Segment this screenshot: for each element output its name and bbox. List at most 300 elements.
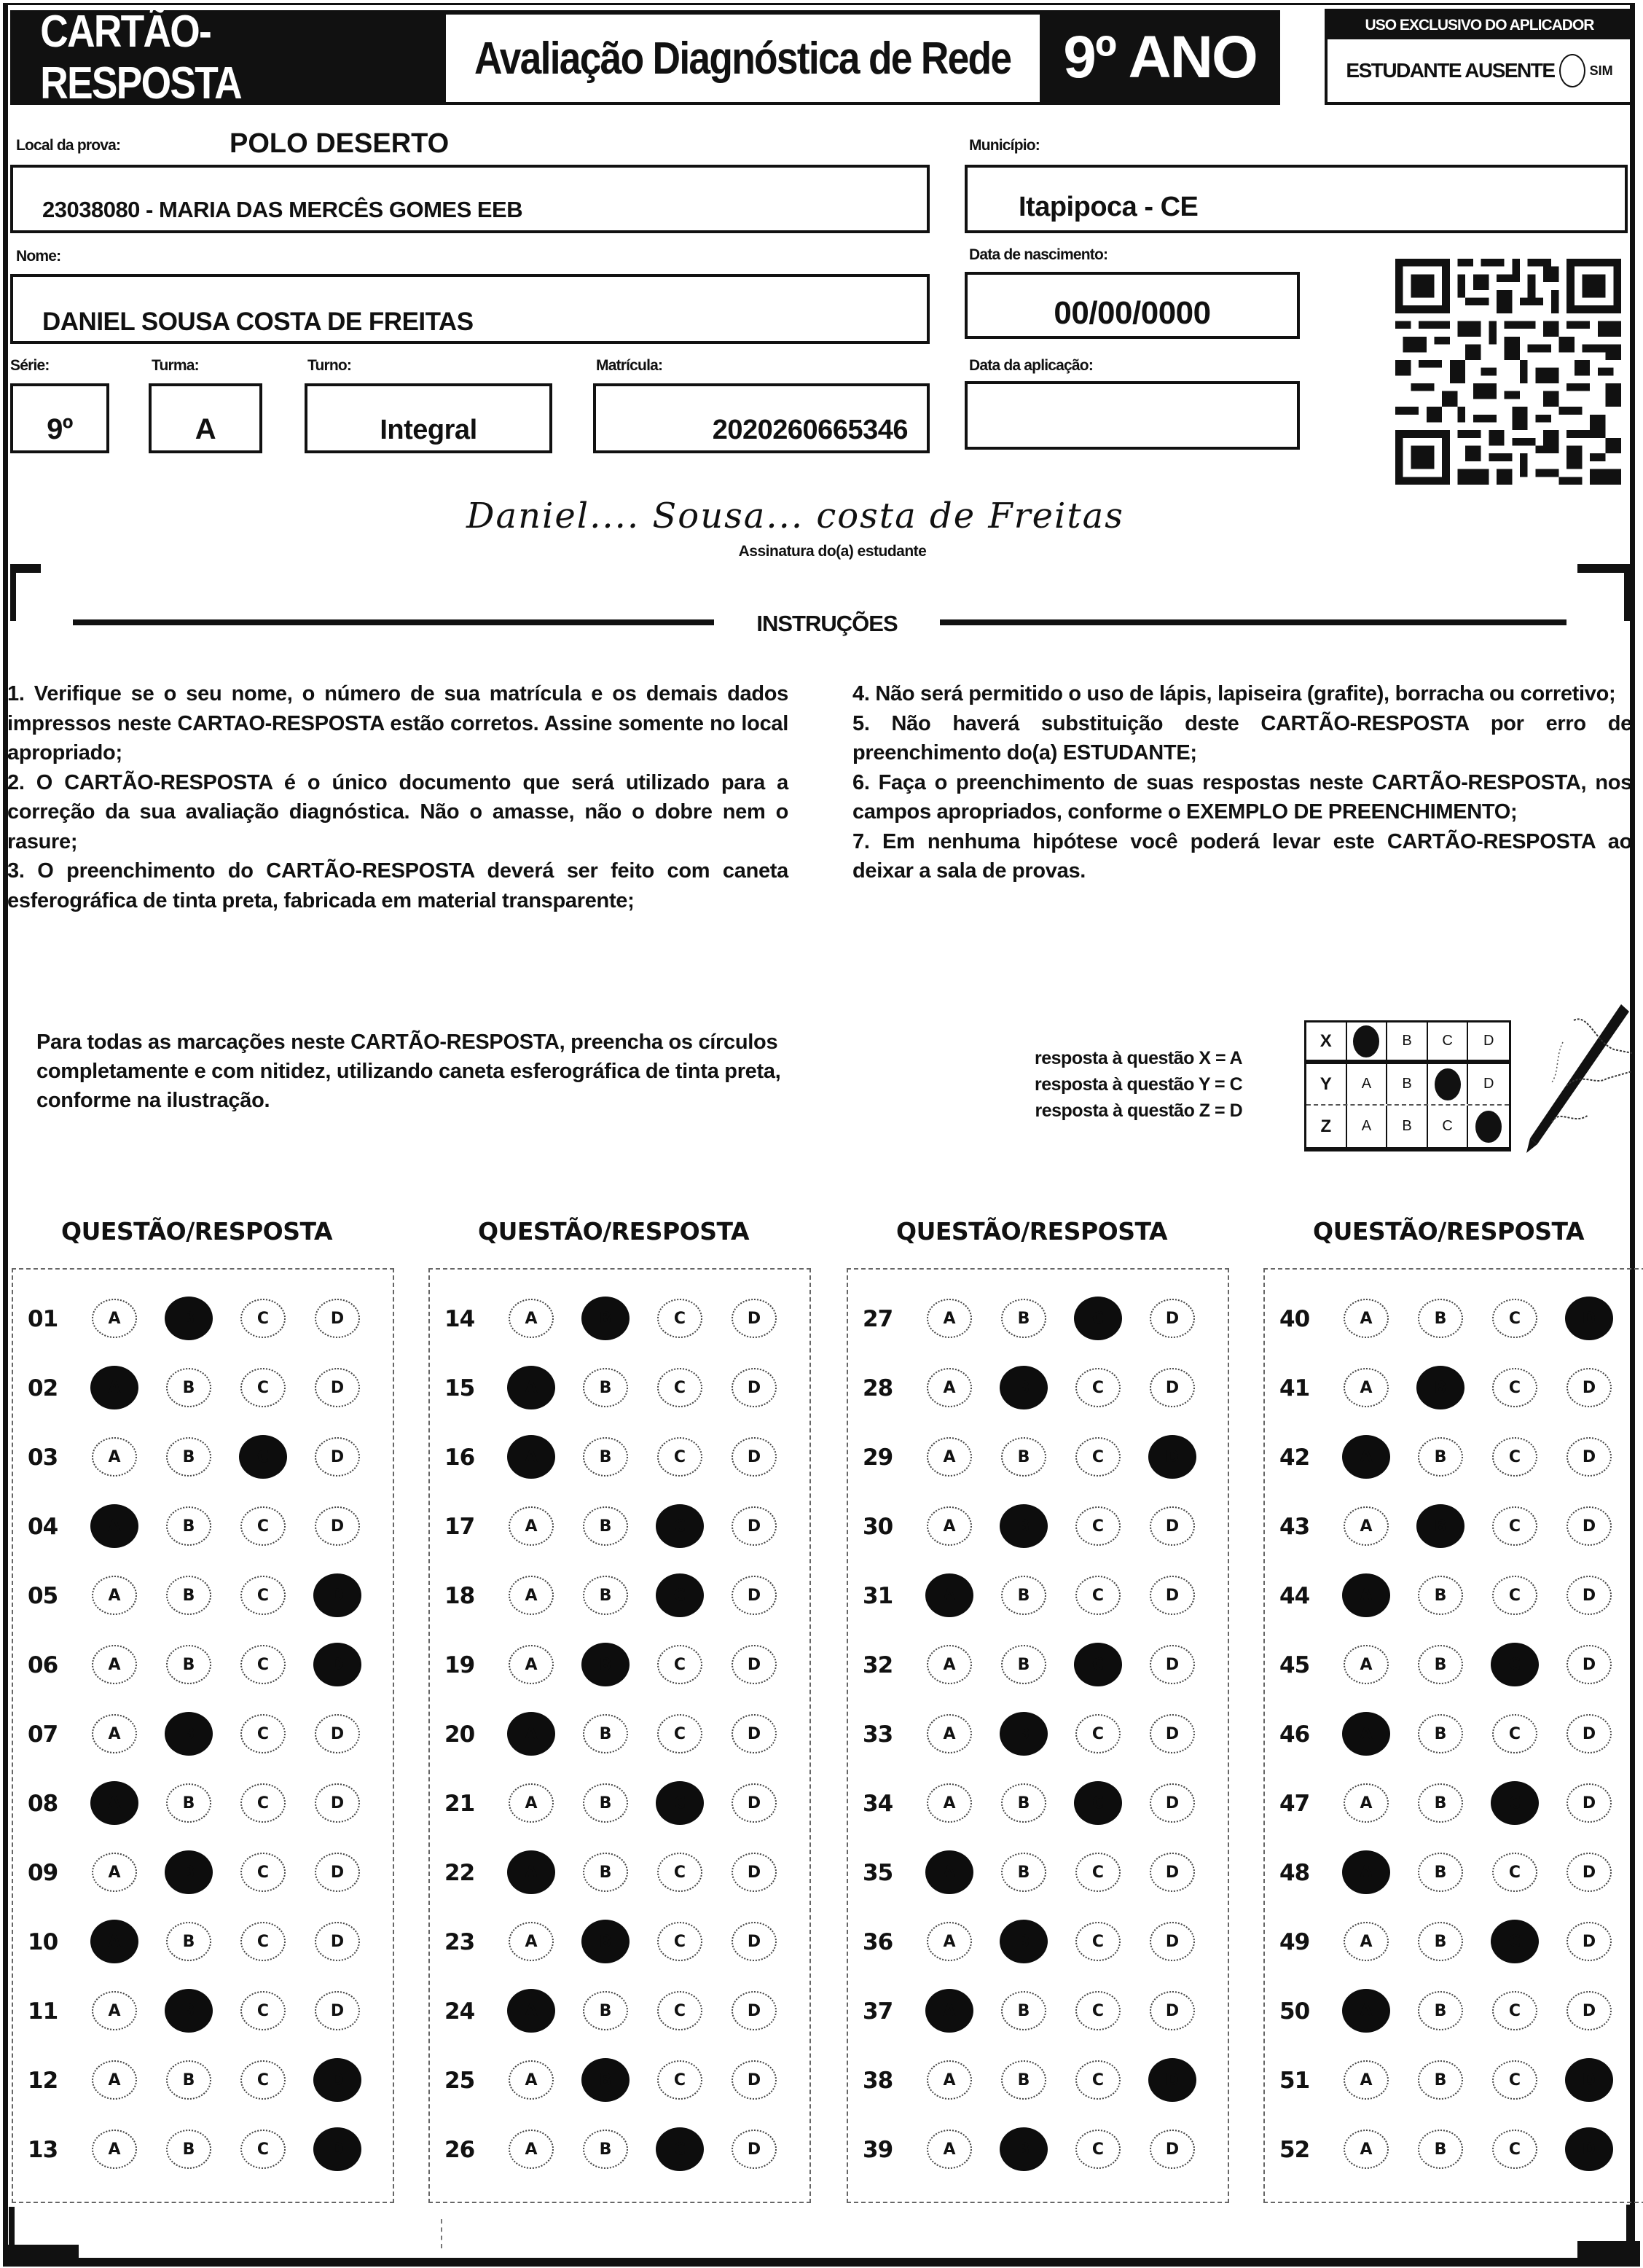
answer-bubble-d[interactable]: D — [732, 1853, 777, 1892]
answer-bubble-b[interactable]: B — [1000, 2127, 1048, 2171]
answer-bubble-c[interactable]: C — [240, 1299, 286, 1338]
question-number: 09 — [28, 1860, 58, 1886]
example-row — [1306, 1022, 1509, 1064]
column-header: QUESTÃO/RESPOSTA — [478, 1217, 749, 1246]
answer-bubble-a[interactable]: A — [507, 1712, 555, 1756]
answer-bubble-b[interactable]: B — [1418, 1437, 1463, 1477]
answer-bubble-b[interactable]: B — [166, 1506, 211, 1546]
answer-bubble-a[interactable]: A — [1344, 1506, 1389, 1546]
answer-bubble-c[interactable]: C — [1075, 1506, 1121, 1546]
answer-bubble-a[interactable]: A — [92, 2060, 137, 2100]
answer-bubble-c[interactable]: C — [1492, 1506, 1537, 1546]
answer-bubble-c[interactable]: C — [240, 1783, 286, 1823]
answer-bubble-d[interactable]: D — [732, 1506, 777, 1546]
signature-caption: Assinatura do(a) estudante — [738, 543, 927, 560]
answer-bubble-d[interactable]: D — [1566, 1506, 1612, 1546]
answer-bubble-d[interactable]: D — [732, 1299, 777, 1338]
question-row — [848, 1567, 1228, 1625]
answer-bubble-d[interactable]: D — [1148, 2058, 1196, 2102]
answer-bubble-d[interactable]: D — [1566, 1783, 1612, 1823]
answer-bubble-d[interactable]: D — [732, 1991, 777, 2030]
alignment-line-left — [9, 2207, 15, 2258]
answer-bubble-a[interactable]: A — [509, 2060, 554, 2100]
question-row — [848, 1290, 1228, 1348]
card-title: CARTÃO-RESPOSTA — [40, 7, 241, 109]
alignment-mark-bottom-left — [6, 2245, 79, 2262]
answer-bubble-b[interactable]: B — [1418, 1645, 1463, 1684]
bracket-top-right — [1577, 564, 1630, 573]
answer-bubble-c[interactable]: C — [1074, 1297, 1122, 1340]
answer-bubble-b[interactable]: B — [583, 1576, 628, 1615]
question-row — [848, 1775, 1228, 1833]
answer-bubble-b[interactable]: B — [583, 1714, 628, 1753]
answer-bubble-b[interactable]: B — [1418, 1299, 1463, 1338]
answer-bubble-b[interactable]: B — [1418, 1783, 1463, 1823]
question-number: 45 — [1279, 1652, 1310, 1678]
answer-bubble-b[interactable]: B — [1001, 2060, 1046, 2100]
answer-bubble-c[interactable]: C — [1075, 1368, 1121, 1407]
question-number: 39 — [863, 2137, 893, 2163]
answer-bubble-d[interactable]: D — [1150, 1506, 1195, 1546]
turma-label: Turma: — [152, 357, 199, 374]
answer-bubble-c[interactable]: C — [656, 1781, 704, 1825]
question-number: 06 — [28, 1652, 58, 1678]
answer-bubble-c[interactable]: C — [657, 1368, 702, 1407]
answer-bubble-a[interactable]: A — [509, 1645, 554, 1684]
answer-bubble-c[interactable]: C — [657, 2060, 702, 2100]
answer-bubble-a[interactable]: A — [90, 1366, 138, 1409]
question-number: 52 — [1279, 2137, 1310, 2163]
question-number: 30 — [863, 1514, 893, 1540]
answer-bubble-c[interactable]: C — [1075, 1437, 1121, 1477]
answer-bubble-b[interactable]: B — [166, 2060, 211, 2100]
answer-bubble-a[interactable]: A — [92, 1853, 137, 1892]
answer-bubble-d[interactable]: D — [1150, 1299, 1195, 1338]
question-row — [13, 1705, 393, 1764]
municipio-value: Itapipoca - CE — [1019, 192, 1199, 222]
question-row — [430, 2121, 809, 2179]
answer-bubble-a[interactable]: A — [927, 1299, 972, 1338]
question-number: 51 — [1279, 2068, 1310, 2094]
answer-bubble-a[interactable]: A — [1344, 1783, 1389, 1823]
question-row — [13, 2121, 393, 2179]
question-row — [848, 1498, 1228, 1556]
answer-bubble-a[interactable]: A — [1344, 1922, 1389, 1961]
absent-field — [1328, 39, 1631, 102]
fill-instructions: Para todas as marcações neste CARTÃO-RESPOSTA, preencha os círculos completamente e com nitidez, utilizando caneta esferográfica de tinta preta, conforme na ilustração. — [36, 1031, 781, 1112]
answer-bubble-b[interactable]: B — [166, 1645, 211, 1684]
answer-bubble-c[interactable]: C — [240, 1853, 286, 1892]
question-number: 16 — [444, 1444, 475, 1471]
answer-bubble-b[interactable]: B — [1001, 1783, 1046, 1823]
answer-bubble-b[interactable]: B — [1418, 1576, 1463, 1615]
question-number: 13 — [28, 2137, 58, 2163]
answer-bubble-d[interactable]: D — [1150, 1576, 1195, 1615]
answer-bubble-d[interactable]: D — [315, 1368, 360, 1407]
answer-bubble-d[interactable]: D — [315, 1991, 360, 2030]
answer-bubble-c[interactable]: C — [657, 1645, 702, 1684]
question-number: 40 — [1279, 1306, 1310, 1332]
aplicacao-label: Data da aplicação: — [969, 357, 1094, 374]
instructions-title: INSTRUÇÕES — [756, 611, 898, 636]
answer-bubble-d[interactable]: D — [1150, 1714, 1195, 1753]
answer-bubble-d[interactable]: D — [315, 1922, 360, 1961]
answer-bubble-b[interactable]: B — [166, 1783, 211, 1823]
answer-bubble-b[interactable]: B — [165, 1989, 213, 2033]
absent-label: ESTUDANTE AUSENTE — [1346, 59, 1555, 82]
answer-bubble-a[interactable]: A — [509, 2130, 554, 2169]
question-number: 24 — [444, 1998, 475, 2025]
answer-bubble-c[interactable]: C — [1491, 1643, 1539, 1686]
exam-title: Avaliação Diagnóstica de Rede — [474, 33, 1011, 84]
answer-bubble-a[interactable]: A — [1342, 1850, 1390, 1894]
answer-bubble-a[interactable]: A — [92, 1991, 137, 2030]
question-row — [13, 1775, 393, 1833]
answer-bubble-a[interactable]: A — [927, 2060, 972, 2100]
answer-bubble-a[interactable]: A — [92, 1714, 137, 1753]
answer-bubble-c[interactable]: C — [1492, 2130, 1537, 2169]
answer-bubble-c[interactable]: C — [1492, 2060, 1537, 2100]
question-row — [430, 1982, 809, 2041]
answer-column — [847, 1268, 1229, 2203]
answer-bubble-a[interactable]: A — [1344, 1368, 1389, 1407]
nome-value: DANIEL SOUSA COSTA DE FREITAS — [42, 308, 474, 336]
serie-label: Série: — [10, 357, 50, 374]
answer-bubble-b[interactable]: B — [583, 1853, 628, 1892]
nascimento-field — [965, 272, 1300, 339]
matricula-value: 2020260665346 — [712, 415, 908, 445]
answer-bubble-d[interactable]: D — [313, 1643, 361, 1686]
answer-bubble-d[interactable]: D — [313, 2127, 361, 2171]
answer-bubble-c[interactable]: C — [240, 1714, 286, 1753]
answer-bubble-d[interactable]: D — [732, 1783, 777, 1823]
answer-bubble-c[interactable]: C — [239, 1435, 287, 1479]
aplicacao-field[interactable] — [965, 381, 1300, 450]
answer-bubble-a[interactable]: A — [927, 2130, 972, 2169]
answer-bubble-a[interactable]: A — [507, 1850, 555, 1894]
answer-bubble-c[interactable]: C — [240, 1368, 286, 1407]
answer-bubble-d[interactable]: D — [732, 2130, 777, 2169]
answer-bubble-c[interactable]: C — [240, 1922, 286, 1961]
answer-bubble-a[interactable]: A — [927, 1506, 972, 1546]
answer-bubble-b[interactable]: B — [583, 1783, 628, 1823]
answer-bubble-c[interactable]: C — [656, 2127, 704, 2171]
answer-bubble-a[interactable]: A — [927, 1783, 972, 1823]
answer-bubble-b[interactable]: B — [581, 1643, 630, 1686]
answer-bubble-d[interactable]: D — [1150, 1991, 1195, 2030]
answer-bubble-c[interactable]: C — [1492, 1368, 1537, 1407]
answer-bubble-b[interactable]: B — [166, 1368, 211, 1407]
answer-bubble-a[interactable]: A — [1342, 1435, 1390, 1479]
answer-bubble-c[interactable]: C — [240, 1576, 286, 1615]
answer-bubble-c[interactable]: C — [240, 1506, 286, 1546]
example-label-x: resposta à questão X = A — [1035, 1048, 1243, 1068]
answer-bubble-d[interactable]: D — [1566, 1576, 1612, 1615]
answer-bubble-a[interactable]: A — [90, 1781, 138, 1825]
question-row — [430, 1913, 809, 1971]
answer-bubble-d[interactable]: D — [1148, 1435, 1196, 1479]
answer-bubble-d[interactable]: D — [315, 1714, 360, 1753]
question-number: 01 — [28, 1306, 58, 1332]
question-number: 28 — [863, 1375, 893, 1401]
question-number: 10 — [28, 1929, 58, 1955]
question-number: 36 — [863, 1929, 893, 1955]
answer-bubble-a[interactable]: A — [925, 1573, 973, 1617]
answer-bubble-c[interactable]: C — [1075, 1714, 1121, 1753]
example-option: A — [1347, 1064, 1388, 1104]
question-number: 38 — [863, 2068, 893, 2094]
answer-bubble-c[interactable]: C — [657, 1853, 702, 1892]
question-row — [1265, 1359, 1643, 1418]
applicator-box — [1325, 9, 1634, 105]
answer-bubble-c[interactable]: C — [1492, 1714, 1537, 1753]
answer-bubble-d[interactable]: D — [1566, 1645, 1612, 1684]
question-number: 11 — [28, 1998, 58, 2025]
filled-circle-icon — [1435, 1068, 1461, 1100]
answer-bubble-b[interactable]: B — [583, 1368, 628, 1407]
answer-bubble-b[interactable]: B — [1000, 1712, 1048, 1756]
turno-label: Turno: — [307, 357, 352, 374]
answer-bubble-b[interactable]: B — [1001, 1853, 1046, 1892]
exam-title-box — [446, 15, 1040, 102]
answer-bubble-d[interactable]: D — [315, 1506, 360, 1546]
answer-bubble-b[interactable]: B — [1001, 1991, 1046, 2030]
answer-bubble-d[interactable]: D — [1565, 2127, 1613, 2171]
example-option: D — [1483, 1076, 1494, 1092]
answer-bubble-d[interactable]: D — [732, 1922, 777, 1961]
answer-bubble-a[interactable]: A — [90, 1504, 138, 1548]
pen-hand-icon — [1486, 998, 1632, 1159]
answer-bubble-d[interactable]: D — [732, 1437, 777, 1477]
answer-bubble-a[interactable]: A — [1342, 1989, 1390, 2033]
answer-bubble-a[interactable]: A — [927, 1645, 972, 1684]
answer-bubble-d[interactable]: D — [732, 1368, 777, 1407]
answer-bubble-a[interactable]: A — [1344, 1645, 1389, 1684]
answer-bubble-c[interactable]: C — [1492, 1299, 1537, 1338]
answer-bubble-c[interactable]: C — [1492, 1576, 1537, 1615]
answer-bubble-b[interactable]: B — [583, 2130, 628, 2169]
question-row — [430, 1428, 809, 1487]
matricula-label: Matrícula: — [596, 357, 663, 374]
school-value: 23038080 - MARIA DAS MERCÊS GOMES EEB — [42, 197, 523, 222]
answer-bubble-b[interactable]: B — [1000, 1366, 1048, 1409]
answer-bubble-a[interactable]: A — [507, 1989, 555, 2033]
answer-bubble-b[interactable]: B — [583, 1437, 628, 1477]
answer-bubble-c[interactable]: C — [1075, 1576, 1121, 1615]
answer-bubble-d[interactable]: D — [1565, 2058, 1613, 2102]
answer-bubble-c[interactable]: C — [656, 1573, 704, 1617]
answer-bubble-d[interactable]: D — [313, 2058, 361, 2102]
answer-bubble-d[interactable]: D — [732, 1714, 777, 1753]
answer-bubble-a[interactable]: A — [92, 1645, 137, 1684]
example-filled-bubble — [1428, 1064, 1469, 1104]
answer-bubble-c[interactable]: C — [240, 2060, 286, 2100]
answer-bubble-b[interactable]: B — [1418, 1991, 1463, 2030]
answer-bubble-a[interactable]: A — [1344, 2060, 1389, 2100]
answer-bubble-a[interactable]: A — [92, 1437, 137, 1477]
question-number: 32 — [863, 1652, 893, 1678]
answer-bubble-d[interactable]: D — [315, 1299, 360, 1338]
answer-bubble-d[interactable]: D — [1150, 1783, 1195, 1823]
answer-bubble-d[interactable]: D — [1566, 1368, 1612, 1407]
instructions-left — [7, 679, 788, 915]
answer-bubble-a[interactable]: A — [509, 1576, 554, 1615]
answer-bubble-c[interactable]: C — [657, 1299, 702, 1338]
answer-bubble-c[interactable]: C — [1075, 2060, 1121, 2100]
answer-bubble-d[interactable]: D — [1565, 1297, 1613, 1340]
answer-bubble-d[interactable]: D — [313, 1573, 361, 1617]
answer-bubble-a[interactable]: A — [92, 2130, 137, 2169]
answer-bubble-a[interactable]: A — [925, 1850, 973, 1894]
answer-bubble-b[interactable]: B — [165, 1850, 213, 1894]
answer-bubble-d[interactable]: D — [1150, 1368, 1195, 1407]
question-row — [848, 1359, 1228, 1418]
answer-bubble-a[interactable]: A — [927, 1922, 972, 1961]
answer-bubble-a[interactable]: A — [1344, 1299, 1389, 1338]
municipio-field — [965, 165, 1628, 233]
answer-bubble-c[interactable]: C — [1075, 1991, 1121, 2030]
answer-bubble-b[interactable]: B — [583, 1506, 628, 1546]
answer-bubble-d[interactable]: D — [732, 1645, 777, 1684]
answer-bubble-a[interactable]: A — [90, 1920, 138, 1963]
answer-bubble-c[interactable]: C — [1075, 1922, 1121, 1961]
answer-bubble-d[interactable]: D — [1566, 1853, 1612, 1892]
example-option: C — [1428, 1106, 1469, 1147]
answer-bubble-b[interactable]: B — [1418, 1922, 1463, 1961]
answer-bubble-a[interactable]: A — [509, 1299, 554, 1338]
question-row — [848, 1844, 1228, 1902]
answer-bubble-b[interactable]: B — [166, 1922, 211, 1961]
answer-bubble-d[interactable]: D — [1150, 1645, 1195, 1684]
answer-bubble-a[interactable]: A — [927, 1437, 972, 1477]
question-row — [1265, 1705, 1643, 1764]
answer-bubble-d[interactable]: D — [1150, 1853, 1195, 1892]
question-row — [430, 1359, 809, 1418]
answer-bubble-a[interactable]: A — [1342, 1573, 1390, 1617]
answer-bubble-a[interactable]: A — [507, 1435, 555, 1479]
answer-bubble-d[interactable]: D — [732, 1576, 777, 1615]
column-header: QUESTÃO/RESPOSTA — [61, 1217, 332, 1246]
instruction-item: 5. Não haverá substituição deste CARTÃO-RESPOSTA por erro de preenchimento do(a) ESTUDANTE; — [852, 711, 1632, 765]
question-number: 29 — [863, 1444, 893, 1471]
answer-bubble-b[interactable]: B — [1416, 1366, 1464, 1409]
answer-bubble-d[interactable]: D — [1566, 1991, 1612, 2030]
answer-bubble-b[interactable]: B — [1418, 2060, 1463, 2100]
answer-bubble-c[interactable]: C — [657, 1991, 702, 2030]
question-row — [848, 1636, 1228, 1694]
answer-bubble-a[interactable]: A — [509, 1783, 554, 1823]
answer-bubble-b[interactable]: B — [583, 1991, 628, 2030]
answer-bubble-b[interactable]: B — [581, 1920, 630, 1963]
nascimento-label: Data de nascimento: — [969, 246, 1108, 263]
question-row — [1265, 1290, 1643, 1348]
answer-bubble-b[interactable]: B — [1000, 1920, 1048, 1963]
question-number: 03 — [28, 1444, 58, 1471]
answer-bubble-d[interactable]: D — [315, 1853, 360, 1892]
instruction-item: 4. Não será permitido o uso de lápis, lapiseira (grafite), borracha ou corretivo; — [852, 682, 1616, 705]
divider-left — [73, 619, 714, 625]
answer-bubble-d[interactable]: D — [1566, 1714, 1612, 1753]
answer-bubble-d[interactable]: D — [1566, 1437, 1612, 1477]
answer-bubble-c[interactable]: C — [1491, 1920, 1539, 1963]
question-row — [1265, 1913, 1643, 1971]
answer-bubble-c[interactable]: C — [657, 1714, 702, 1753]
answer-bubble-c[interactable]: C — [240, 1991, 286, 2030]
answer-bubble-c[interactable]: C — [240, 1645, 286, 1684]
answer-bubble-c[interactable]: C — [1074, 1781, 1122, 1825]
answer-bubble-c[interactable]: C — [1491, 1781, 1539, 1825]
answer-bubble-b[interactable]: B — [166, 1576, 211, 1615]
answer-bubble-b[interactable]: B — [1001, 1576, 1046, 1615]
bracket-top-right-v — [1624, 564, 1630, 621]
instruction-item: 1. Verifique se o seu nome, o número de sua matrícula e os demais dados impressos neste CARTAO-RESPOSTA estão corretos. Assine somente no local apropriado; — [7, 682, 788, 765]
answer-bubble-b[interactable]: B — [1000, 1504, 1048, 1548]
answer-bubble-b[interactable]: B — [165, 1297, 213, 1340]
answer-bubble-a[interactable]: A — [1344, 2130, 1389, 2169]
answer-bubble-c[interactable]: C — [1075, 1853, 1121, 1892]
answer-bubble-c[interactable]: C — [240, 2130, 286, 2169]
question-number: 46 — [1279, 1721, 1310, 1748]
answer-bubble-b[interactable]: B — [1418, 1853, 1463, 1892]
question-number: 43 — [1279, 1514, 1310, 1540]
answer-bubble-c[interactable]: C — [1492, 1853, 1537, 1892]
answer-bubble-b[interactable]: B — [1001, 1437, 1046, 1477]
absent-bubble[interactable] — [1559, 54, 1585, 87]
question-row — [1265, 2052, 1643, 2110]
answer-bubble-b[interactable]: B — [581, 1297, 630, 1340]
answer-bubble-d[interactable]: D — [732, 2060, 777, 2100]
answer-bubble-b[interactable]: B — [1418, 1714, 1463, 1753]
answer-bubble-b[interactable]: B — [1001, 1299, 1046, 1338]
answer-bubble-c[interactable]: C — [656, 1504, 704, 1548]
answer-bubble-a[interactable]: A — [927, 1368, 972, 1407]
answer-bubble-d[interactable]: D — [1150, 1922, 1195, 1961]
answer-bubble-b[interactable]: B — [165, 1712, 213, 1756]
answer-bubble-d[interactable]: D — [315, 1783, 360, 1823]
answer-bubble-b[interactable]: B — [581, 2058, 630, 2102]
answer-bubble-d[interactable]: D — [1566, 1922, 1612, 1961]
answer-bubble-a[interactable]: A — [927, 1714, 972, 1753]
example-option: A — [1347, 1106, 1388, 1147]
question-row — [13, 1359, 393, 1418]
question-number: 35 — [863, 1860, 893, 1886]
municipio-label: Município: — [969, 137, 1040, 154]
answer-bubble-c[interactable]: C — [657, 1922, 702, 1961]
answer-bubble-b[interactable]: B — [1001, 1645, 1046, 1684]
answer-bubble-b[interactable]: B — [166, 2130, 211, 2169]
answer-bubble-a[interactable]: A — [925, 1989, 973, 2033]
answer-bubble-c[interactable]: C — [1075, 2130, 1121, 2169]
answer-bubble-a[interactable]: A — [507, 1366, 555, 1409]
answer-bubble-c[interactable]: C — [1074, 1643, 1122, 1686]
answer-bubble-c[interactable]: C — [657, 1437, 702, 1477]
answer-bubble-a[interactable]: A — [1342, 1712, 1390, 1756]
answer-bubble-d[interactable]: D — [315, 1437, 360, 1477]
answer-bubble-a[interactable]: A — [509, 1506, 554, 1546]
answer-bubble-b[interactable]: B — [1416, 1504, 1464, 1548]
answer-bubble-c[interactable]: C — [1492, 1991, 1537, 2030]
answer-bubble-d[interactable]: D — [1150, 2130, 1195, 2169]
filled-circle-icon — [1353, 1025, 1379, 1057]
question-row — [13, 1913, 393, 1971]
answer-bubble-a[interactable]: A — [92, 1576, 137, 1615]
column-header: QUESTÃO/RESPOSTA — [896, 1217, 1167, 1246]
answer-bubble-a[interactable]: A — [92, 1299, 137, 1338]
answer-bubble-b[interactable]: B — [166, 1437, 211, 1477]
answer-bubble-c[interactable]: C — [1492, 1437, 1537, 1477]
answer-bubble-b[interactable]: B — [1418, 2130, 1463, 2169]
answer-bubble-a[interactable]: A — [509, 1922, 554, 1961]
